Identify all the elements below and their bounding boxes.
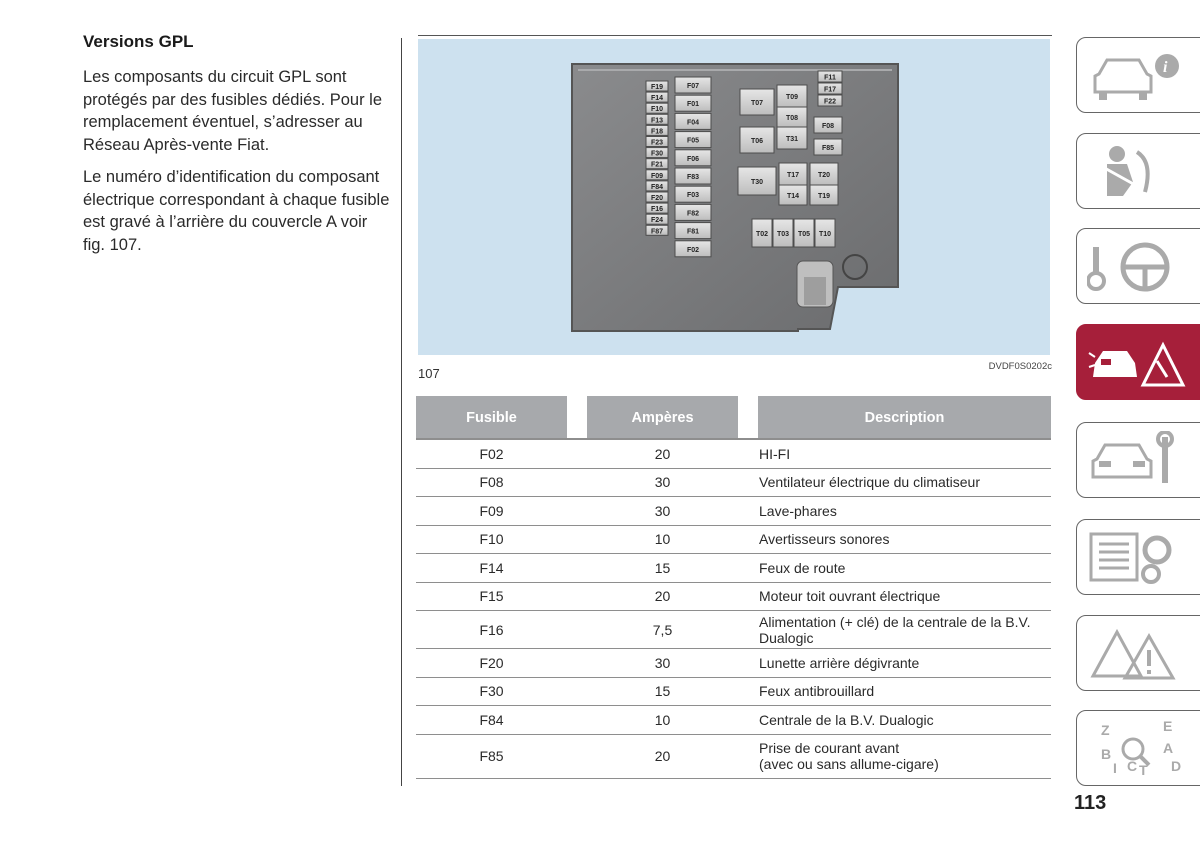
emergency-icon [1087,333,1187,391]
description-text: Lunette arrière dégivrante [759,654,920,671]
cell-amps: 7,5 [587,611,738,649]
table-row [416,497,1051,526]
table-row [416,582,1051,611]
section-heading: Versions GPL [83,32,194,51]
fuse-label: F84 [650,183,664,191]
index-letter: T [1139,762,1148,777]
tab-warnings[interactable] [1076,615,1200,691]
description-text: Feux de route [759,559,846,576]
tab-index[interactable] [1076,710,1200,786]
fuse-label: F04 [686,119,700,127]
cell-amps: 15 [587,677,738,706]
fuse-label: F03 [686,192,700,200]
fuse-label: F05 [686,137,700,145]
figure-top-rule [418,35,1052,36]
table-row [416,440,1051,468]
relay-label: T05 [797,231,811,238]
index-letter: A [1163,740,1174,756]
relay-label: T19 [817,193,831,200]
warning-signs-icon [1087,624,1187,682]
cell-fuse: F16 [416,611,567,649]
description-text: Prise de courant avant [759,740,900,756]
tab-safety[interactable] [1076,133,1200,209]
cell-fuse: F15 [416,582,567,611]
description-text: Feux antibrouillard [759,683,875,700]
fuse-label: F07 [686,83,700,90]
cell-amps: 20 [587,440,738,468]
relay-label: T03 [776,231,790,238]
description-text: HI-FI [759,445,791,462]
column-divider [401,38,402,786]
cell-description [758,611,1051,649]
fuse-box-figure [418,39,1050,355]
fuse-label: F85 [821,145,835,152]
table-row [416,468,1051,497]
cell-fuse: F85 [416,734,567,778]
cell-description [758,677,1051,706]
fuse-label: F83 [686,174,700,181]
airbag-seat-icon [1087,142,1187,200]
header-fuse: Fusible [416,396,567,440]
relay-label: T02 [755,231,769,238]
table-row [416,649,1051,678]
cell-amps: 15 [587,554,738,583]
tab-starting[interactable] [1076,228,1200,304]
table-row [416,554,1051,583]
text-column [83,32,393,266]
figure-number: 107 [418,366,440,381]
description-text: Avertisseurs sonores [759,531,890,548]
paragraph-2: Le numéro d’identification du composant électrique correspondant à chaque fusible est gravé à l’arrière du couvercle A voir fig. 107. [83,168,390,254]
description-cont: Dualogic [759,629,814,646]
index-letter: I [1113,760,1117,776]
cell-description [758,582,1051,611]
table-header-row [416,396,1051,440]
cell-amps: 10 [587,706,738,735]
description-text: Moteur toit ouvrant électrique [759,588,941,605]
fuse-label: F20 [650,195,664,202]
fuse-label: F10 [650,106,664,114]
cell-fuse: F10 [416,525,567,554]
fuse-box-body [572,64,898,331]
description-cont: (avec ou sans allume-cigare) [759,756,939,772]
car-service-icon [1087,431,1187,489]
index-icon [1087,719,1187,777]
header-description: Description [758,396,1051,440]
cell-fuse: F09 [416,497,567,526]
relay-label: T31 [785,136,799,143]
cell-description [758,734,1051,778]
cell-amps: 30 [587,649,738,678]
cell-fuse: F02 [416,440,567,468]
fuse-label: F06 [686,155,700,163]
index-letter: C [1127,758,1138,774]
cell-amps: 20 [587,582,738,611]
figure-code: DVDF0S0202c [988,361,1052,372]
header-underline [416,438,1051,440]
header-amps: Ampères [587,396,738,440]
fuse-box-illustration [418,39,1050,355]
fuse-label: F24 [650,217,664,225]
fuse-label: F09 [650,172,664,180]
cell-amps: 10 [587,525,738,554]
table-row [416,706,1051,735]
cell-fuse: F30 [416,677,567,706]
cell-description [758,706,1051,735]
cell-amps: 20 [587,734,738,778]
fuse-label: F82 [686,210,700,218]
table-row [416,525,1051,554]
tab-car-info[interactable] [1076,37,1200,113]
fuse-label: F19 [650,84,664,91]
relay-label: T06 [750,138,764,145]
cell-fuse: F08 [416,468,567,497]
tab-maintenance[interactable] [1076,422,1200,498]
cell-description [758,497,1051,526]
table-row [416,677,1051,706]
relay-label: T09 [785,94,799,101]
fuse-table [416,396,1051,779]
fuse-label: F21 [650,161,664,169]
fuse-label: F22 [823,98,837,106]
fuse-label: F14 [650,95,664,103]
tab-emergency-active[interactable] [1076,324,1200,400]
car-info-icon [1087,46,1187,104]
index-letter: D [1171,758,1182,774]
relay-label: T14 [786,193,800,200]
table-row [416,734,1051,778]
fuse-label: F11 [824,74,836,82]
fuse-label: F18 [650,128,664,136]
page-number: 113 [1074,792,1107,814]
description-text: Centrale de la B.V. Dualogic [759,711,934,728]
fuse-label: F16 [650,206,664,214]
description-text: Ventilateur électrique du climatiseur [759,474,981,491]
index-letter: E [1163,719,1173,734]
relay-label: T08 [785,115,799,122]
cell-fuse: F20 [416,649,567,678]
fuse-label: F08 [821,123,835,130]
cell-amps: 30 [587,468,738,497]
fuse-label: F01 [686,101,700,109]
cell-description [758,468,1051,497]
index-letter: B [1101,746,1112,762]
relay-label: T20 [817,172,831,179]
svg-text:i: i [1163,59,1168,76]
fuse-label: F23 [650,139,664,147]
cell-description [758,440,1051,468]
fuse-label: F87 [650,228,664,236]
paragraph-1: Les composants du circuit GPL sont protégés par des fusibles dédiés. Pour le remplacement éventuel, s’adresser au Réseau Après-vente Fiat. [83,68,383,154]
relay-label: T10 [818,231,832,238]
cell-fuse: F84 [416,706,567,735]
table-row [416,611,1051,649]
description-text: Lave-phares [759,502,837,519]
fuse-label: F13 [650,117,664,125]
description-text: Alimentation (+ clé) de la centrale de la B.V. [759,613,1031,630]
cell-description [758,649,1051,678]
cell-description [758,554,1051,583]
fuse-label: F30 [650,150,664,158]
relay-label: T07 [750,100,764,107]
cell-amps: 30 [587,497,738,526]
relay-label: T17 [786,172,800,179]
fuse-label: F02 [686,246,700,254]
relay-label: T30 [750,179,764,186]
tab-specs[interactable] [1076,519,1200,595]
index-letter: Z [1101,722,1110,738]
cell-description [758,525,1051,554]
key-steering-icon [1087,237,1187,295]
cell-fuse: F14 [416,554,567,583]
fuse-label: F17 [823,86,837,94]
specs-gear-icon [1087,528,1187,586]
fuse-label: F81 [686,228,700,236]
